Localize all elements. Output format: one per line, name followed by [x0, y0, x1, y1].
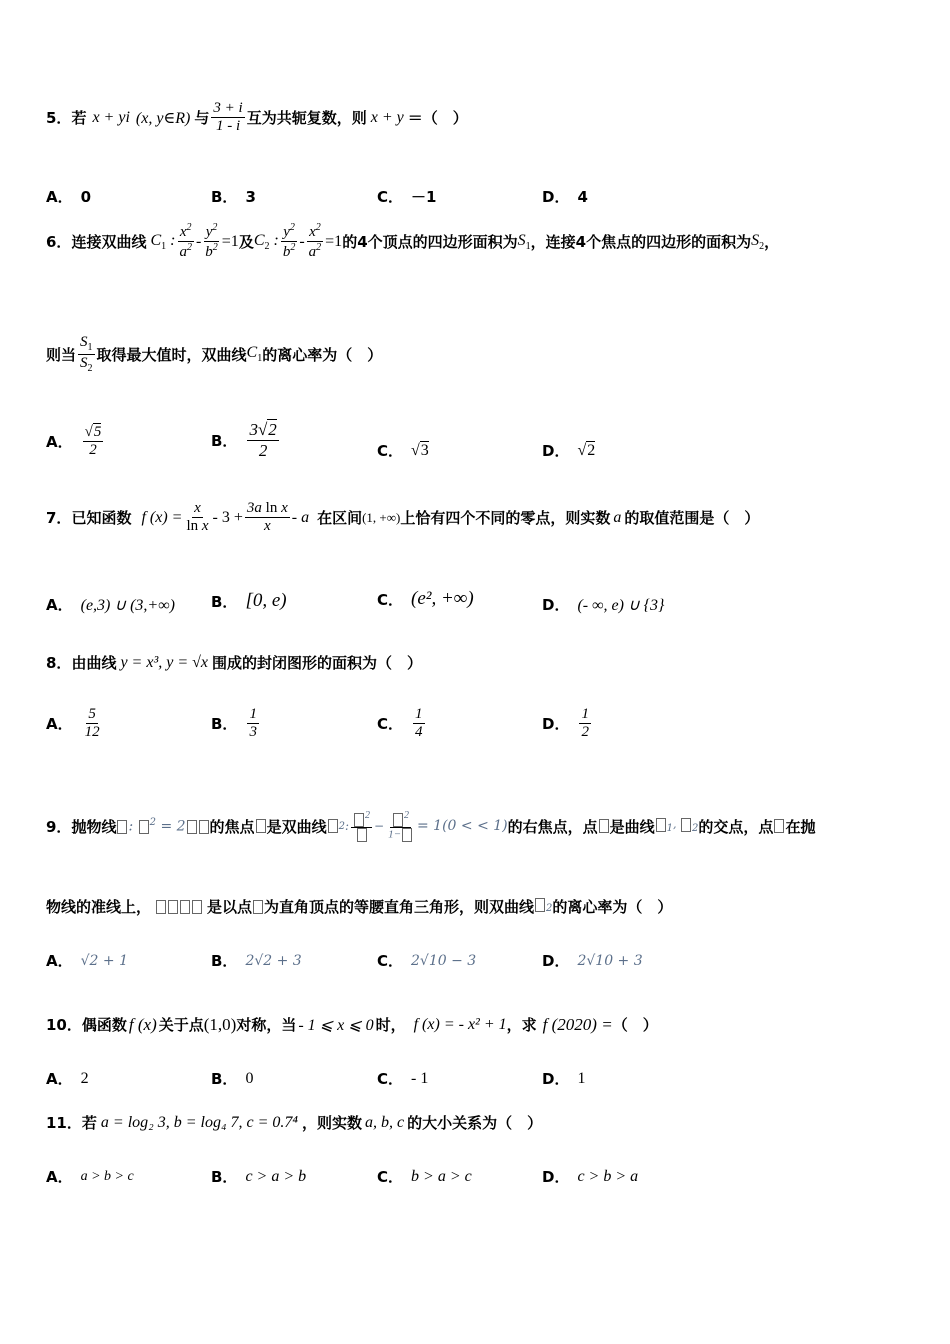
question-number: 9． — [46, 817, 72, 836]
question-number: 10． — [46, 1016, 82, 1034]
math-expr: x + yi — [92, 108, 130, 126]
option-a[interactable]: A． a > b > c — [46, 1168, 134, 1186]
option-c[interactable]: C． - 1 — [377, 1069, 429, 1088]
option-a[interactable]: A． 2 — [46, 1069, 89, 1088]
question-7-stem: 7． 已知函数 f (x) = $\frac{x}{\text{ln x}}$ - 3 + $\frac{\text{3a ln x}}{x}$ - a 在区间 (1, +∞) 上恰有四个不同的零点，则实数 a 的取值范围是（ ） — [46, 500, 760, 535]
math-expr: x + y — [370, 108, 404, 126]
question-number: 5． — [46, 109, 72, 128]
option-c[interactable]: C． (e², +∞) — [377, 588, 474, 609]
option-b[interactable]: B． 3 — [211, 187, 256, 206]
option-a[interactable]: A． $\frac{√5}{2}$ — [46, 424, 102, 459]
hyperbola-equation: 2 : 2 − $\frac{2}{1-}$ = 1(0 < < 1) — [327, 810, 508, 842]
option-d[interactable]: D． $\frac{1}{2}$ — [542, 706, 589, 741]
question-5-stem: 5． 若 x + yi (x, y∈R) 与 $\frac{3 + i}{1 - i}$ 互为共轭复数，则 x + y ＝（ ） — [46, 100, 468, 135]
option-d[interactable]: D． 2√10 + 3 — [542, 952, 643, 970]
question-number: 11． — [46, 1114, 82, 1132]
option-b[interactable]: B． 2√2 + 3 — [211, 952, 302, 970]
option-d[interactable]: D． 1 — [542, 1069, 586, 1088]
question-11-stem: 11． 若 a = log₂ 3, b = log₄ 7, c = 0.7⁴ ，则实数 a, b, c 的大小关系为（ ） — [46, 1113, 543, 1132]
option-c[interactable]: C． √3 — [377, 441, 429, 460]
option-c[interactable]: C． $\frac{1}{4}$ — [377, 706, 423, 741]
option-a[interactable]: A． (e,3) ∪ (3,+∞) — [46, 596, 175, 614]
option-c[interactable]: C． 2√10 − 3 — [377, 952, 477, 970]
question-9-stem-line2: 物线的准线上， 是以点 为直角顶点的等腰直角三角形，则双曲线 2 的离心率为（ ） — [46, 898, 673, 916]
option-b[interactable]: B． c > a > b — [211, 1167, 307, 1186]
option-a[interactable]: A． $\frac{5}{12}$ — [46, 706, 100, 741]
option-d[interactable]: D． c > b > a — [542, 1167, 639, 1186]
question-number: 8． — [46, 654, 72, 672]
math-expr: (x, y∈R) — [135, 109, 191, 127]
question-10-stem: 10． 偶函数 f (x) 关于点 (1,0) 对称，当 - 1 ⩽ x ⩽ 0 时， f (x) = - x² + 1 ，求 f (2020) = （ ） — [46, 1014, 658, 1034]
option-b[interactable]: B． 0 — [211, 1069, 254, 1088]
option-d[interactable]: D． (- ∞, e) ∪ {3} — [542, 596, 665, 614]
triangle-label — [155, 899, 203, 915]
option-b[interactable]: B． [0, e) — [211, 590, 287, 611]
hyperbola-c2: $C_2$ : — [253, 231, 279, 252]
option-c[interactable]: C． b > a > c — [377, 1167, 472, 1186]
option-b[interactable]: B． $\frac{1}{3}$ — [211, 706, 257, 741]
fraction: $\frac{3 + i}{1 - i}$ — [213, 100, 243, 135]
option-a[interactable]: A． √2 + 1 — [46, 952, 128, 970]
option-c[interactable]: C． －1 — [377, 188, 437, 206]
option-d[interactable]: D． √2 — [542, 441, 596, 460]
question-number: 6． — [46, 233, 72, 252]
option-b[interactable]: B． $\frac{3√2}{2}$ — [211, 420, 277, 460]
hyperbola-c1: $C_1$ : — [150, 231, 176, 252]
option-a[interactable]: A． 0 — [46, 187, 92, 206]
question-9-stem: 9． 抛物线 : $^2$ = 2 的焦点 是双曲线 2 : 2 − $\frac{2}{1-}$ = 1(0 < < 1) 的右焦点，点 是曲线 1, 2 的交点，点 在抛 — [46, 810, 816, 841]
question-6-stem-line2: 则当 $\frac{S_1}{S_2}$ 取得最大值时，双曲线 $C_1$ 的离心率为（ ） — [46, 334, 383, 374]
question-8-stem: 8． 由曲线 y = x³, y = √x 围成的封闭图形的面积为（ ） — [46, 653, 423, 672]
parabola-equation: : $^2$ = 2 — [116, 817, 209, 835]
question-number: 7． — [46, 509, 72, 528]
question-6-stem: 6． 连接双曲线 $C_1$ : $\frac{x^2}{a^2}$ - $\frac{y^2}{b^2}$ =1 及 $C_2$ : $\frac{y^2}{b^2}$ - $\frac{x^2}{a^2}$ =1 的4个顶点的四边形面积为 $S_1$ ，连接4个焦点的四边形的面积为 $S_2$ ， — [46, 222, 780, 261]
option-d[interactable]: D． 4 — [542, 187, 588, 206]
